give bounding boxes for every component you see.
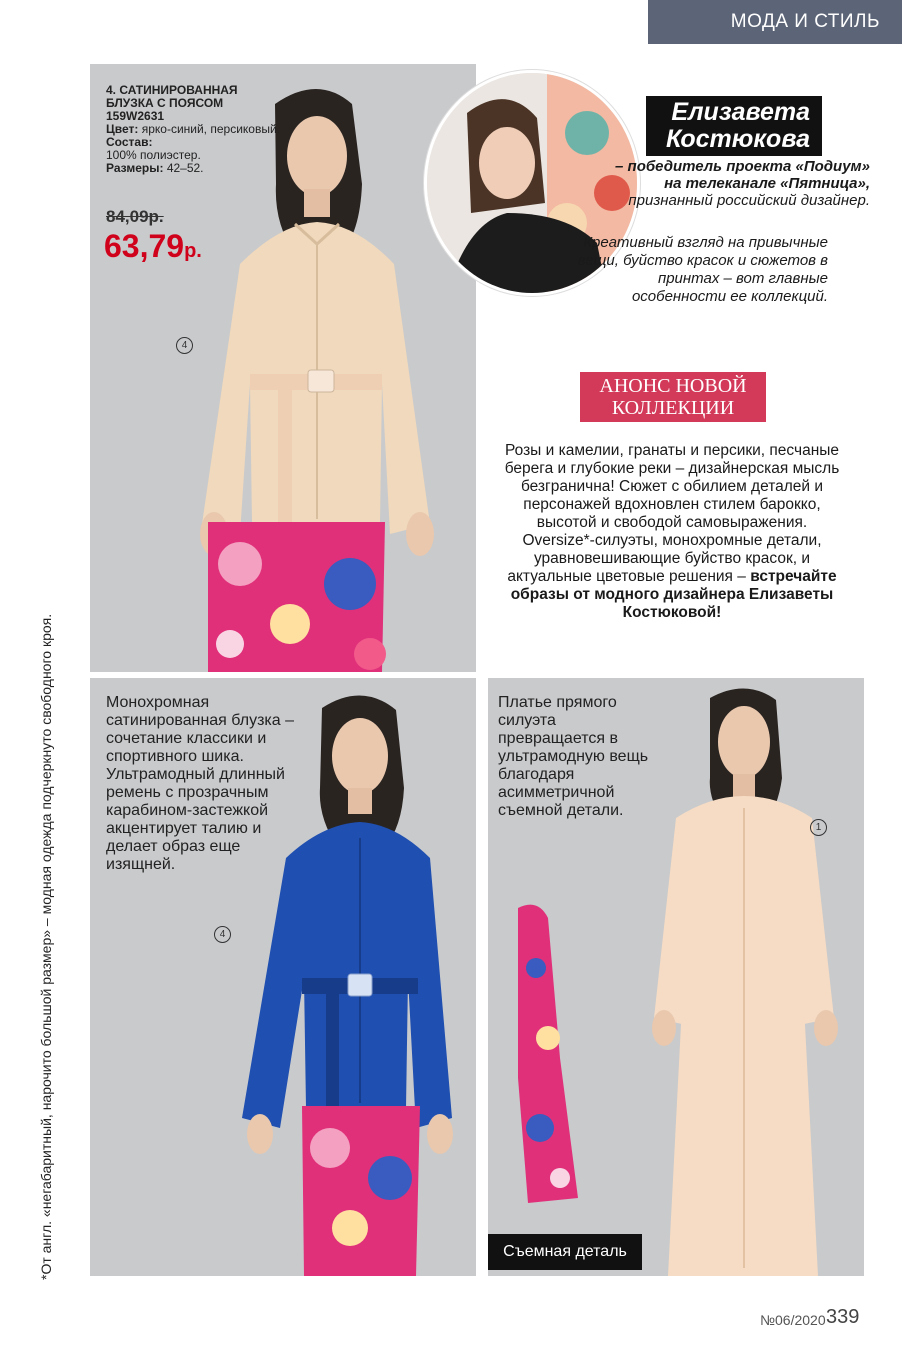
item-marker: 4 [176, 337, 193, 354]
sizes-label: Размеры: [106, 161, 164, 175]
color-label: Цвет: [106, 122, 139, 136]
page-number: 339 [826, 1306, 860, 1328]
designer-bio-2: Креативный взгляд на привычные вещи, буйство красок и сюжетов в принтах – вот главные особенности ее коллекций. [577, 234, 828, 305]
dress-look-caption: Платье прямого силуэта превращается в ультрамодную вещь благодаря асимметричной съемной детали. [498, 694, 649, 819]
product-spec [106, 84, 286, 175]
product-code: 159W2631 [106, 109, 165, 123]
designer-name [646, 96, 822, 156]
footnote: *От англ. «негабаритный, нарочито большой размер» – модная одежда подчеркнуто свободного кроя. [38, 613, 54, 1280]
designer-bio-lead: – победитель проекта «Подиум» на телеканале «Пятница», [615, 158, 870, 192]
new-price-value: 63,79 [104, 228, 185, 264]
new-price-suffix: р. [184, 240, 202, 262]
designer-bio [612, 158, 870, 209]
product-title: 4. САТИНИРОВАННАЯ БЛУЗКА С ПОЯСОМ [106, 83, 238, 110]
sizes-value: 42–52. [166, 161, 204, 175]
composition-label: Состав: [106, 135, 153, 149]
announce-label-line2: КОЛЛЕКЦИИ [611, 397, 735, 419]
announce-label-line1: АНОНС НОВОЙ [599, 375, 747, 397]
dress-item-marker: 1 [810, 819, 827, 836]
designer-name-line1: Елизавета [671, 98, 810, 126]
announce-text [504, 442, 840, 622]
designer-name-line2: Костюкова [665, 125, 810, 153]
issue-number: №06/2020 [760, 1312, 826, 1328]
old-price: 84,09р. [106, 207, 164, 226]
blue-item-marker: 4 [214, 926, 231, 943]
blue-look-caption: Монохромная сатинированная блузка – сочетание классики и спортивного шика. Ультрамодный длинный ремень с прозрачным карабином-застежкой акцентирует талию и делает образ еще изящней. [106, 694, 294, 873]
color-value: ярко-синий, персиковый. [141, 122, 280, 136]
detachable-part-label: Съемная деталь [488, 1234, 642, 1270]
section-tab: МОДА И СТИЛЬ [648, 0, 902, 44]
announce-body: Розы и камелии, гранаты и персики, песчаные берега и глубокие реки – дизайнерская мысль безгранична! Сюжет с обилием деталей и персонажей вдохновлен стилем барокко, высотой и свободой самовыражения. Oversize*-силуэты, монохромные детали, уравновешивающие буйство красок, и актуальные цветовые решения – [504, 442, 840, 585]
designer-bio-rest: признанный российский дизайнер. [628, 192, 870, 209]
announce-bold: встречайте образы от модного дизайнера Елизаветы Костюковой! [510, 568, 837, 621]
composition-value: 100% полиэстер. [106, 148, 201, 162]
new-price [104, 228, 202, 265]
announce-label [580, 372, 766, 422]
